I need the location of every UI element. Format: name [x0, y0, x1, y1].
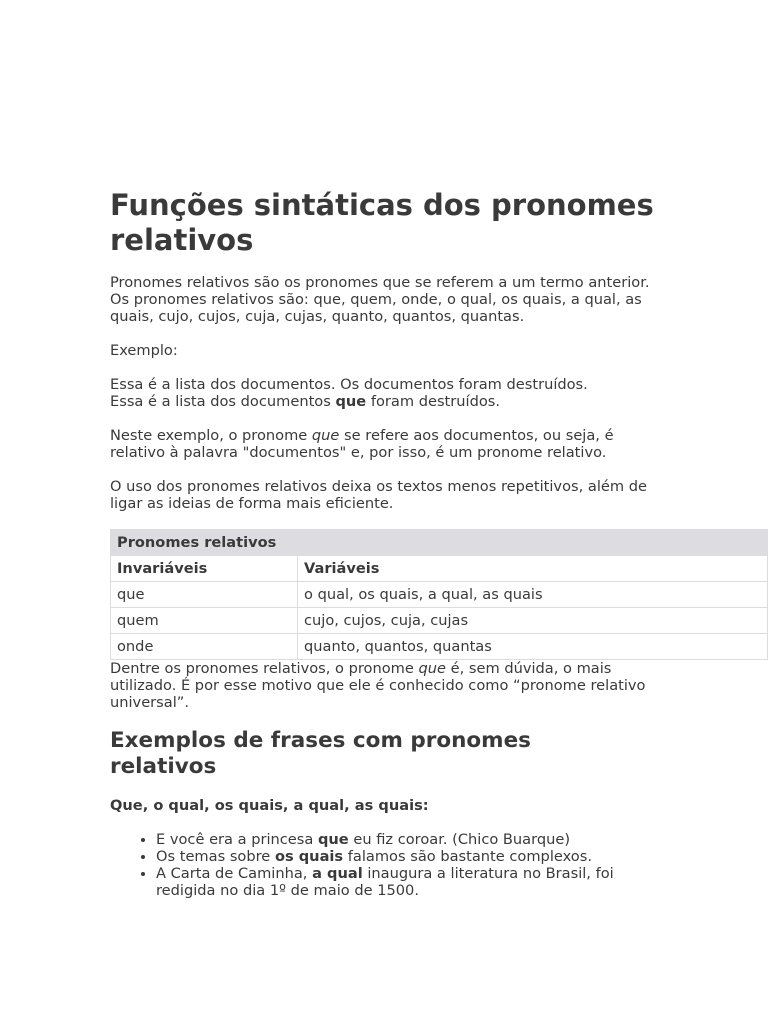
list-item [156, 848, 666, 865]
explain-post: se refere aos documentos, ou seja, é relativo à palavra "documentos" e, por isso, é um pronome relativo. [110, 427, 614, 461]
list-item-bold: que [317, 831, 349, 848]
list-item-post: falamos são bastante complexos. [343, 848, 592, 865]
after-table-paragraph [110, 660, 658, 711]
table-cell: cujo, cujos, cuja, cujas [298, 608, 768, 634]
table-header-invariaveis: Invariáveis [111, 556, 298, 582]
explain-em: que [311, 427, 340, 444]
table-cell: onde [111, 634, 298, 660]
example-line-2-post: foram destruídos. [366, 393, 501, 410]
example-line-2-bold: que [335, 393, 367, 410]
after-table-pre: Dentre os pronomes relativos, o pronome [110, 660, 419, 677]
list-item-pre: E você era a princesa [156, 831, 318, 848]
table-cell: quem [111, 608, 298, 634]
article [110, 188, 768, 899]
example-paragraph [110, 376, 658, 410]
subsection-title [110, 797, 658, 814]
list-item-post: eu fiz coroar. (Chico Buarque) [348, 831, 571, 848]
table-caption: Pronomes relativos [111, 530, 768, 556]
table-header-variaveis: Variáveis [298, 556, 768, 582]
explain-pre: Neste exemplo, o pronome [110, 427, 312, 444]
subsection-title-text: Que, o qual, os quais, a qual, as quais: [110, 797, 429, 814]
table-cell: que [111, 582, 298, 608]
page-title: Funções sintáticas dos pronomes relativos [110, 188, 654, 257]
examples-list [110, 831, 666, 899]
list-item-post: inaugura a literatura no Brasil, foi redigida no dia 1º de maio de 1500. [156, 865, 614, 899]
explain-paragraph [110, 427, 658, 461]
after-table-post: é, sem dúvida, o mais utilizado. É por esse motivo que ele é conhecido como “pronome relativo universal”. [110, 660, 646, 711]
table-row [111, 608, 768, 634]
list-item-pre: A Carta de Caminha, [156, 865, 313, 882]
table-row [111, 634, 768, 660]
section-title: Exemplos de frases com pronomes relativos [110, 728, 531, 779]
list-item-pre: Os temas sobre [156, 848, 275, 865]
example-line-1: Essa é a lista dos documentos. Os documentos foram destruídos. [110, 376, 588, 393]
example-line-2-pre: Essa é a lista dos documentos [110, 393, 336, 410]
table-cell: quanto, quantos, quantas [298, 634, 768, 660]
example-label: Exemplo: [110, 342, 178, 359]
usage-paragraph: O uso dos pronomes relativos deixa os textos menos repetitivos, além de ligar as ideias de forma mais eficiente. [110, 478, 647, 512]
list-item [156, 831, 666, 848]
intro-paragraph: Pronomes relativos são os pronomes que se referem a um termo anterior. Os pronomes relativos são: que, quem, onde, o qual, os quais, a qual, as quais, cujo, cujos, cuja, cujas, quanto, quantos, quantas. [110, 274, 650, 325]
list-item-bold: a qual [312, 865, 363, 882]
after-table-em: que [418, 660, 446, 677]
table-header-row [111, 556, 768, 582]
list-item-bold: os quais [274, 848, 344, 865]
pronouns-table [110, 529, 768, 660]
list-item [156, 865, 666, 899]
table-row [111, 582, 768, 608]
table-cell: o qual, os quais, a qual, as quais [298, 582, 768, 608]
